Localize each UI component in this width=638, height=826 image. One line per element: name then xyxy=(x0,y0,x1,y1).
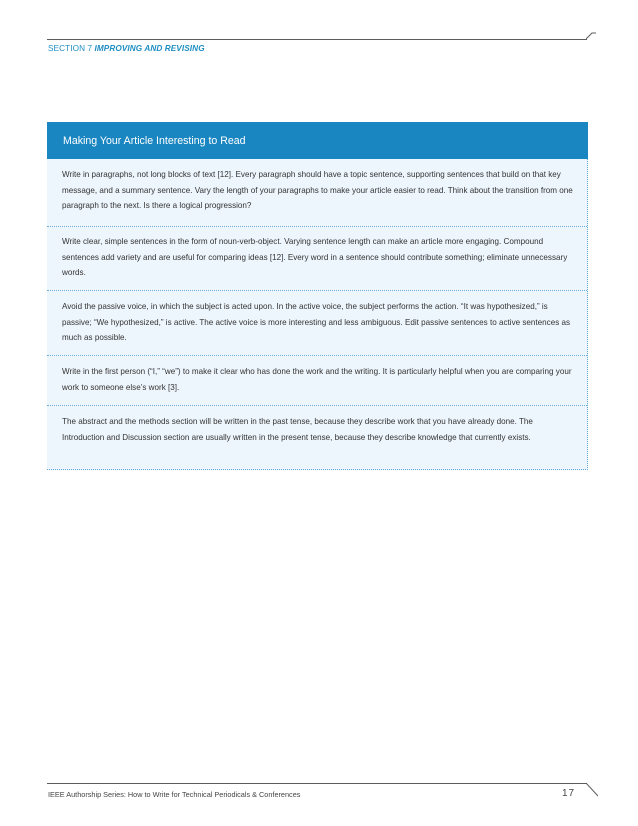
callout-item-first-person: Write in the first person (“I,” “we”) to make it clear who has done the work and the writing. It is particularly helpful when you are comparing your work to someone else’s work [3]. xyxy=(62,367,572,392)
callout-divider xyxy=(47,405,587,406)
section-heading xyxy=(48,44,205,53)
footer-series-text: IEEE Authorship Series: How to Write for Technical Periodicals & Conferences xyxy=(48,790,301,799)
header-corner-accent xyxy=(586,32,596,42)
footer-corner-accent xyxy=(586,783,598,797)
callout-item-tense: The abstract and the methods section will be written in the past tense, because they describe work that you have already done. The Introduction and Discussion section are usually written in the present tense, because they describe knowledge that currently exists. xyxy=(62,417,533,442)
callout-box xyxy=(47,122,588,470)
section-title: IMPROVING AND REVISING xyxy=(94,44,205,53)
header-rule xyxy=(47,39,587,40)
callout-header xyxy=(47,122,588,159)
footer-rule xyxy=(47,783,587,784)
callout-item-paragraphs: Write in paragraphs, not long blocks of text [12]. Every paragraph should have a topic sentence, supporting sentences that build on that key message, and a summary sentence. Vary the length of your paragraphs to make your article easier to read. Think about the transition from one paragraph to the next. Is there a logical progression? xyxy=(62,170,573,210)
callout-title: Making Your Article Interesting to Read xyxy=(63,135,246,147)
callout-divider xyxy=(47,355,587,356)
page-number: 17 xyxy=(562,788,576,799)
callout-item-passive-voice: Avoid the passive voice, in which the subject is acted upon. In the active voice, the subject performs the action. “It was hypothesized,” is passive; “We hypothesized,” is active. The active voice is more interesting and less ambiguous. Edit passive sentences to active sentences as much as possible. xyxy=(62,302,571,342)
callout-divider xyxy=(47,290,587,291)
callout-item-sentences: Write clear, simple sentences in the form of noun-verb-object. Varying sentence length can make an article more engaging. Compound sentences add variety and are useful for comparing ideas [12]. Every word in a sentence should contribute something; eliminate unnecessary words. xyxy=(62,237,568,277)
section-label: SECTION 7 xyxy=(48,44,93,53)
callout-divider xyxy=(47,226,587,227)
